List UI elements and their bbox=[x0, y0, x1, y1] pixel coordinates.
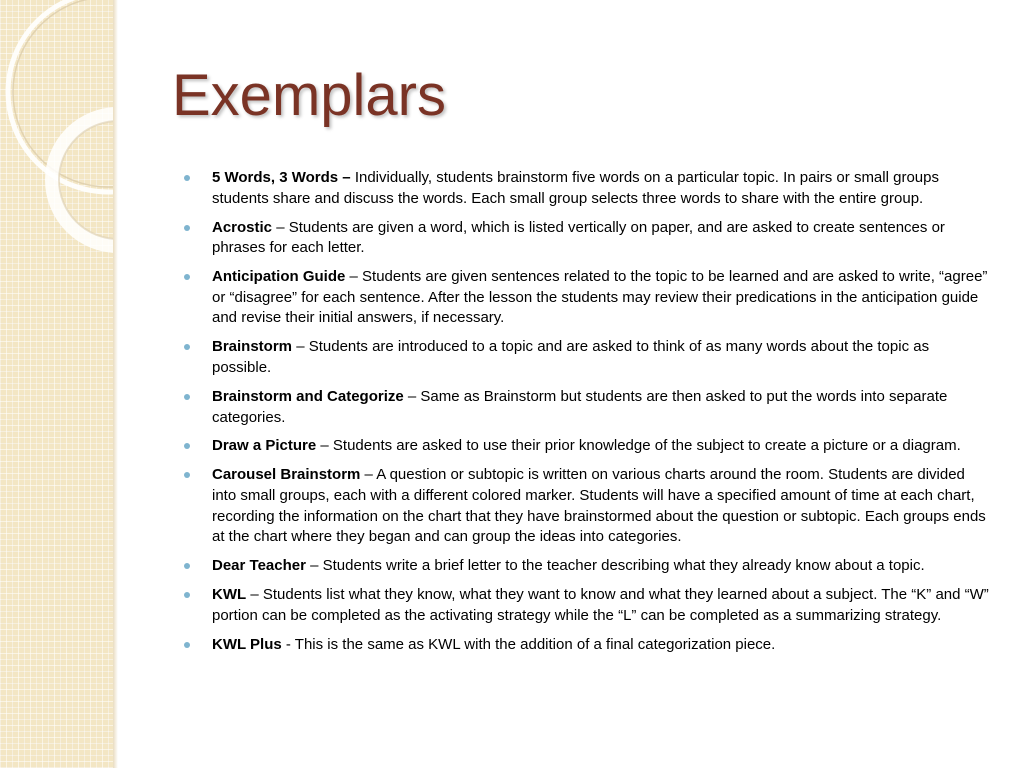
bullet-icon bbox=[184, 472, 190, 478]
item-description: – A question or subtopic is written on various charts around the room. Students are divided into small groups, each with a different colored marker. Students will have a specified amount of time at each chart, recording the information on the chart that they have brainstormed about the question or subtopic. Each groups ends at the chart where they began and can group the ideas into categories. bbox=[212, 466, 986, 546]
bullet-icon bbox=[184, 394, 190, 400]
item-term: Carousel Brainstorm bbox=[212, 466, 361, 484]
list-item bbox=[184, 218, 992, 259]
item-term: KWL Plus bbox=[212, 635, 282, 653]
list-item bbox=[184, 436, 992, 457]
list-item bbox=[184, 168, 992, 209]
bullet-icon bbox=[184, 592, 190, 598]
item-description: Individually, students brainstorm five words on a particular topic. In pairs or small groups students share and discuss the words. Each small group selects three words to share with the entire group. bbox=[212, 169, 939, 207]
list-item bbox=[184, 267, 992, 329]
item-term: Brainstorm and Categorize bbox=[212, 387, 404, 405]
item-description: – Students write a brief letter to the teacher describing what they already know about a topic. bbox=[305, 557, 925, 575]
bullet-icon bbox=[184, 225, 190, 231]
item-term: Dear Teacher bbox=[212, 557, 306, 575]
decorative-circles bbox=[0, 0, 113, 300]
item-description: – Students are introduced to a topic and are asked to think of as many words about the topic as possible. bbox=[212, 338, 930, 376]
bullet-icon bbox=[184, 175, 190, 181]
item-term: Draw a Picture bbox=[212, 437, 317, 455]
bullet-icon bbox=[184, 563, 190, 569]
bullet-icon bbox=[184, 344, 190, 350]
item-description: – Students list what they know, what they want to know and what they learned about a subject. The “K” and “W” portion can be completed as the activating strategy while the “L” can be completed as a summarizing strategy. bbox=[212, 586, 989, 624]
item-term: 5 Words, 3 Words – bbox=[212, 169, 351, 186]
list-item bbox=[184, 337, 992, 378]
list-item bbox=[184, 585, 992, 626]
item-description: - This is the same as KWL with the addition of a final categorization piece. bbox=[281, 635, 776, 653]
item-description: – Students are given sentences related to the topic to be learned and are asked to write, “agree” or “disagree” for each sentence. After the lesson the students may review their predications in the anticipation guide and revise their initial answers, if necessary. bbox=[212, 268, 988, 327]
slide-title: Exemplars bbox=[172, 63, 446, 128]
item-description: – Students are asked to use their prior knowledge of the subject to create a picture or a diagram. bbox=[316, 437, 961, 455]
list-item bbox=[184, 556, 992, 577]
list-item bbox=[184, 635, 992, 656]
item-term: Brainstorm bbox=[212, 338, 293, 356]
item-description: – Same as Brainstorm but students are then asked to put the words into separate categories. bbox=[212, 387, 948, 426]
list-item bbox=[184, 465, 992, 547]
item-term: Acrostic bbox=[212, 218, 273, 236]
decorative-sidebar bbox=[0, 0, 113, 768]
item-term: Anticipation Guide bbox=[212, 268, 346, 286]
item-description: – Students are given a word, which is listed vertically on paper, and are asked to create sentences or phrases for each letter. bbox=[212, 218, 945, 257]
slide-content bbox=[184, 168, 992, 664]
bullet-icon bbox=[184, 642, 190, 648]
bullet-icon bbox=[184, 274, 190, 280]
sidebar-edge bbox=[113, 0, 118, 768]
bullet-icon bbox=[184, 443, 190, 449]
item-term: KWL bbox=[212, 586, 247, 604]
list-item bbox=[184, 387, 992, 428]
